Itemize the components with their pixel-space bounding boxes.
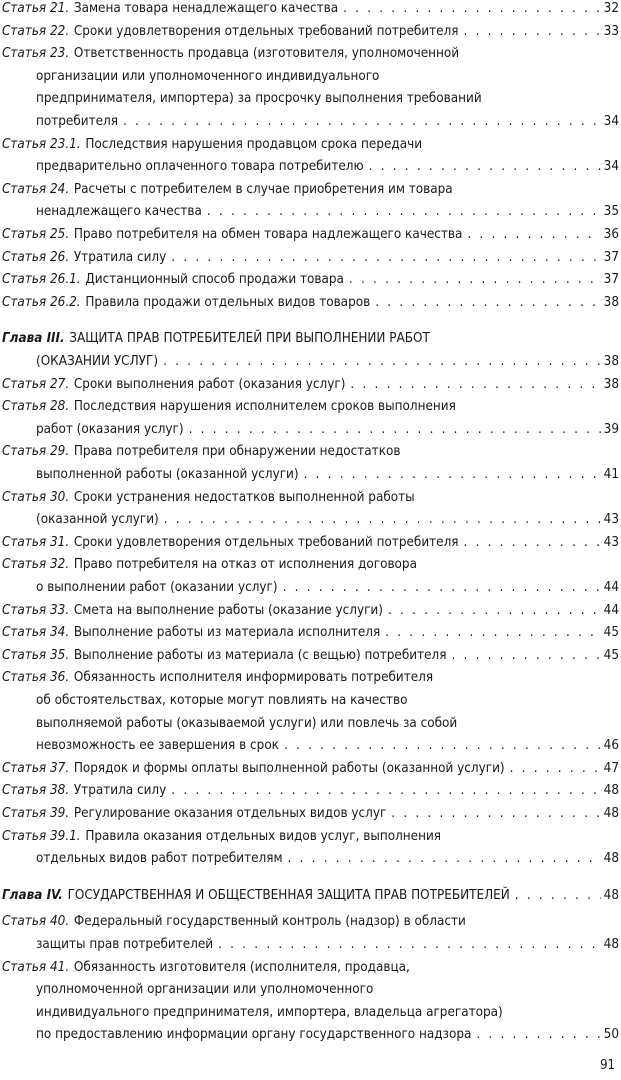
entry-title: Право потребителя на обмен товара надлежащего качества (73, 227, 463, 242)
chapter-number: Глава III. (2, 331, 65, 347)
toc-continuation-line (36, 202, 619, 222)
entry-title: невозможность ее завершения в срок (36, 738, 279, 754)
entry-title: ненадлежащего качества (36, 204, 202, 220)
article-number: Статья 33. (2, 602, 70, 618)
dot-leader (164, 510, 601, 530)
entry-title: Замена товара ненадлежащего качества (73, 1, 339, 16)
entry-page-number: 48 (603, 783, 619, 799)
toc-entry-line (2, 225, 619, 245)
entry-title: о выполнении работ (оказании услуг) (36, 580, 278, 595)
entry-page-number: 37 (603, 249, 619, 265)
article-number: Статья 35. (2, 647, 70, 663)
dot-leader (476, 1025, 600, 1045)
entry-title: Сроки удовлетворения отдельных требований потребителя (73, 23, 459, 39)
entry-title: выполненной работы (оказанной услуги) (36, 467, 299, 482)
entry-title: Обязанность исполнителя информировать потребителя (73, 670, 434, 686)
toc-entry-line (2, 44, 619, 64)
entry-page-number: 44 (603, 602, 619, 618)
dot-leader (288, 849, 601, 869)
article-number: Статья 29. (2, 444, 70, 460)
entry-title: Последствия нарушения исполнителем сроков выполнения (73, 399, 456, 415)
dot-leader (510, 759, 601, 779)
dot-leader (388, 601, 601, 621)
entry-page-number: 48 (603, 851, 619, 867)
toc-continuation-line (36, 578, 619, 598)
toc-continuation-line (36, 1003, 619, 1023)
article-number: Статья 21. (2, 1, 70, 16)
toc-entry-line (2, 375, 619, 395)
entry-title: ГОСУДАРСТВЕННАЯ И ОБЩЕСТВЕННАЯ ЗАЩИТА ПРАВ ПОТРЕБИТЕЛЕЙ (67, 887, 510, 903)
dot-leader (467, 225, 600, 245)
toc-entry-line (2, 912, 619, 932)
toc-entry-line (2, 488, 619, 508)
entry-title: защиты прав потребителей (36, 937, 214, 952)
dot-leader (304, 465, 601, 485)
toc-continuation-line (36, 935, 619, 955)
entry-title: Выполнение работы из материала исполнителя (73, 625, 381, 641)
entry-title: предпринимателя, импортера) за просрочку выполнения требований (36, 91, 482, 107)
toc-entry-line (2, 601, 619, 621)
article-number: Статья 31. (2, 534, 70, 550)
toc-entry-line (2, 646, 619, 666)
toc-entry-line (2, 623, 619, 643)
toc-chapter-line (2, 329, 619, 349)
dot-leader (343, 0, 601, 19)
article-number: Статья 28. (2, 399, 70, 415)
dot-leader (464, 533, 601, 553)
toc-entry-line (2, 270, 619, 290)
entry-page-number: 36 (603, 227, 619, 242)
entry-title: Правила продажи отдельных видов товаров (85, 294, 371, 310)
toc-entry-line (2, 533, 619, 553)
toc-continuation-line (36, 510, 619, 530)
dot-leader (171, 248, 600, 268)
dot-leader (171, 781, 600, 801)
article-number: Статья 22. (2, 23, 70, 39)
entry-title: по предоставлению информации органу государственного надзора (36, 1027, 472, 1043)
toc-entry-line (2, 180, 619, 200)
toc-entry-line (2, 248, 619, 268)
entry-page-number: 48 (603, 806, 619, 821)
article-number: Статья 27. (2, 376, 70, 392)
article-number: Статья 26. (2, 249, 70, 265)
entry-page-number: 32 (603, 1, 619, 16)
toc-entry-line (2, 759, 619, 779)
article-number: Статья 38. (2, 783, 70, 799)
entry-title: (оказанной услуги) (36, 512, 159, 528)
entry-title: Последствия нарушения продавцом срока передачи (85, 136, 423, 152)
article-number: Статья 23.1. (2, 136, 81, 152)
chapter-number: Глава IV. (2, 887, 63, 903)
toc-entry-line (2, 397, 619, 417)
entry-title: Расчеты с потребителем в случае приобретения им товара (73, 181, 453, 197)
entry-title: потребителя (36, 114, 118, 129)
entry-page-number: 43 (603, 512, 619, 528)
toc-entry-line (2, 827, 619, 847)
entry-title: Утратила силу (73, 249, 167, 265)
article-number: Статья 37. (2, 760, 70, 776)
dot-leader (369, 157, 601, 177)
toc-continuation-line (36, 465, 619, 485)
entry-page-number: 48 (603, 937, 619, 952)
dot-leader (207, 202, 601, 222)
entry-page-number: 39 (603, 421, 619, 437)
entry-page-number: 38 (603, 354, 619, 369)
entry-page-number: 38 (603, 376, 619, 392)
entry-page-number: 34 (603, 114, 619, 129)
article-number: Статья 34. (2, 625, 70, 641)
article-number: Статья 24. (2, 181, 70, 197)
entry-title: Смета на выполнение работы (оказание услуги) (73, 602, 383, 618)
toc-continuation-line (36, 89, 619, 109)
dot-leader (464, 22, 601, 42)
entry-page-number: 33 (603, 23, 619, 39)
entry-title: предварительно оплаченного товара потребителю (36, 159, 364, 175)
entry-title: отдельных видов работ потребителям (36, 851, 283, 867)
toc-entry-line (2, 293, 619, 313)
entry-title: ЗАЩИТА ПРАВ ПОТРЕБИТЕЛЕЙ ПРИ ВЫПОЛНЕНИИ РАБОТ (69, 331, 430, 347)
entry-page-number: 45 (603, 625, 619, 641)
article-number: Статья 36. (2, 670, 70, 686)
toc-continuation-line (36, 420, 619, 440)
entry-page-number: 41 (603, 467, 619, 482)
entry-title: организации или уполномоченного индивидуального (36, 68, 380, 84)
entry-page-number: 46 (603, 738, 619, 754)
entry-title: Сроки удовлетворения отдельных требований потребителя (73, 534, 459, 550)
toc-continuation-line (36, 849, 619, 869)
entry-title: Права потребителя при обнаружении недостатков (73, 444, 401, 460)
entry-title: выполняемой работы (оказываемой услуги) или повлечь за собой (36, 715, 458, 731)
entry-page-number: 35 (603, 204, 619, 220)
dot-leader (283, 578, 601, 598)
article-number: Статья 26.2. (2, 294, 81, 310)
article-number: Статья 41. (2, 959, 70, 975)
entry-page-number: 38 (603, 294, 619, 310)
dot-leader (189, 420, 601, 440)
toc-continuation-line (36, 1025, 619, 1045)
toc-continuation-line (36, 352, 619, 372)
dot-leader (284, 736, 601, 756)
toc-continuation-line (36, 736, 619, 756)
toc-entry-line (2, 442, 619, 462)
toc-entry-line (2, 135, 619, 155)
dot-leader (385, 623, 600, 643)
entry-title: Сроки выполнения работ (оказания услуг) (73, 376, 346, 392)
entry-page-number: 47 (603, 760, 619, 776)
entry-title: Сроки устранения недостатков выполненной работы (73, 489, 415, 505)
article-number: Статья 39. (2, 806, 70, 821)
entry-title: Выполнение работы из материала (с вещью) потребителя (73, 647, 447, 663)
entry-page-number: 37 (603, 272, 619, 288)
article-number: Статья 40. (2, 914, 70, 930)
entry-title: Дистанционный способ продажи товара (85, 272, 344, 288)
toc-entry-line (2, 958, 619, 978)
article-number: Статья 39.1. (2, 828, 81, 844)
entry-title: Правила оказания отдельных видов услуг, выполнения (85, 828, 442, 844)
toc-continuation-line (36, 980, 619, 1000)
article-number: Статья 23. (2, 46, 70, 62)
dot-leader (163, 352, 601, 372)
dot-leader (350, 375, 600, 395)
toc-continuation-line (36, 67, 619, 87)
toc-chapter-line (2, 886, 619, 906)
entry-title: Ответственность продавца (изготовителя, уполномоченной (73, 46, 460, 62)
toc-entry-line (2, 0, 619, 19)
entry-title: Утратила силу (73, 783, 167, 799)
dot-leader (451, 646, 600, 666)
entry-title: Обязанность изготовителя (исполнителя, продавца, (73, 959, 410, 975)
entry-title: уполномоченной организации или уполномоченного (36, 982, 374, 998)
toc-entry-line (2, 804, 619, 824)
toc-entry-line (2, 668, 619, 688)
entry-page-number: 48 (603, 887, 619, 903)
dot-leader (375, 293, 600, 313)
entry-title: Регулирование оказания отдельных видов услуг (73, 806, 387, 821)
entry-title: Порядок и формы оплаты выполненной работы (оказанной услуги) (73, 760, 505, 776)
toc-entry-line (2, 781, 619, 801)
entry-page-number: 50 (603, 1027, 619, 1043)
toc-continuation-line (36, 157, 619, 177)
entry-title: об обстоятельствах, которые могут повлиять на качество (36, 693, 408, 708)
toc-entry-line (2, 22, 619, 42)
entry-page-number: 45 (603, 647, 619, 663)
entry-title: Федеральный государственный контроль (надзор) в области (73, 914, 466, 930)
entry-page-number: 44 (603, 580, 619, 595)
article-number: Статья 25. (2, 227, 70, 242)
entry-title: индивидуального предпринимателя, импортера, владельца агрегатора) (36, 1004, 503, 1020)
dot-leader (123, 112, 601, 132)
entry-title: Право потребителя на отказ от исполнения договора (73, 557, 417, 573)
article-number: Статья 32. (2, 557, 70, 573)
page-number: 91 (600, 1058, 615, 1073)
toc-continuation-line (36, 714, 619, 734)
dot-leader (218, 935, 601, 955)
entry-title: (ОКАЗАНИИ УСЛУГ) (36, 354, 159, 369)
entry-title: работ (оказания услуг) (36, 421, 184, 437)
article-number: Статья 30. (2, 489, 70, 505)
dot-leader (515, 886, 601, 906)
entry-page-number: 43 (603, 534, 619, 550)
dot-leader (349, 270, 601, 290)
toc-entry-line (2, 555, 619, 575)
toc-continuation-line (36, 112, 619, 132)
dot-leader (391, 804, 600, 824)
toc-continuation-line (36, 691, 619, 711)
article-number: Статья 26.1. (2, 272, 81, 288)
entry-page-number: 34 (603, 159, 619, 175)
